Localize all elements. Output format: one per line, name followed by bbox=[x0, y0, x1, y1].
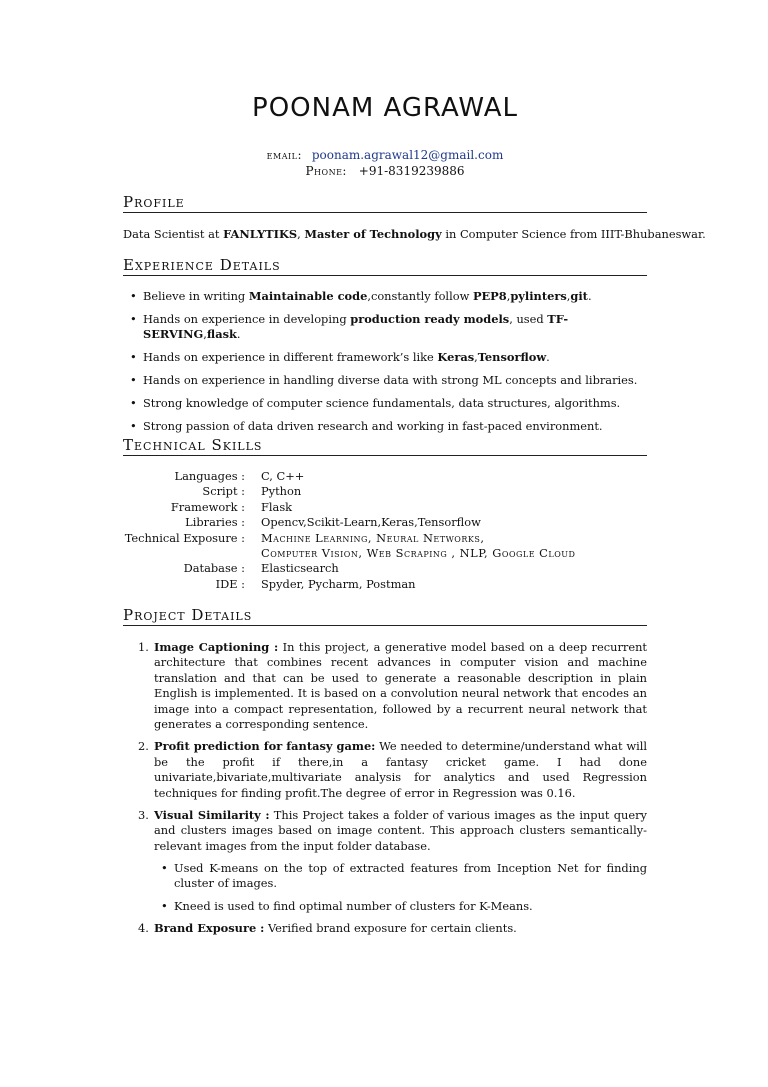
skill-row: Framework : Flask bbox=[170, 499, 293, 514]
skill-row: Languages : C, C++ bbox=[174, 469, 305, 483]
list-item: • Believe in writing Maintainable code,constantly follow PEP8,pylinters,git. bbox=[123, 289, 647, 304]
list-item: • Used K-means on the top of extracted features from Inception Net for finding cluster of images. bbox=[154, 861, 647, 891]
candidate-name: POONAM AGRAWAL bbox=[252, 93, 518, 123]
phone-label: Phone: bbox=[305, 164, 347, 178]
section-heading-profile: Profile bbox=[123, 193, 647, 213]
list-item: • Strong knowledge of computer science fundamentals, data structures, algorithms. bbox=[123, 396, 647, 411]
list-item: • Hands on experience in developing production ready models, used TF-SERVING,flask. bbox=[123, 312, 647, 342]
project-list bbox=[123, 640, 647, 937]
skills-table bbox=[123, 469, 647, 592]
phone-line bbox=[123, 164, 647, 178]
skill-row: Computer Vision, Web Scraping , NLP, Google Cloud bbox=[261, 545, 576, 560]
skill-row: Libraries : Opencv,Scikit-Learn,Keras,Tensorflow bbox=[185, 515, 481, 530]
phone-number: +91-8319239886 bbox=[358, 164, 465, 178]
project-sublist bbox=[154, 861, 647, 914]
section-heading-projects: Project Details bbox=[123, 606, 647, 626]
experience-list bbox=[123, 289, 647, 434]
skill-row: IDE : Spyder, Pycharm, Postman bbox=[215, 576, 416, 591]
project-item: 2. Profit prediction for fantasy game: We needed to determine/understand what will be the profit if there,in a fantasy cricket game. I had done univariate,bivariate,multivariate analysis for analytics and used Regression techniques for finding profit.The degree of error in Regression was 0.16. bbox=[138, 739, 648, 800]
project-item: 4. Brand Exposure : Verified brand exposure for certain clients. bbox=[138, 921, 517, 936]
project-item: 1. Image Captioning : In this project, a generative model based on a deep recurrent architecture that combines recent advances in computer vision and machine translation and that can be used to generate a reasonable description in plain English is implemented. It is based on a convolution neural network that encodes an image into a compact representation, followed by a recurrent neural network that generates a corresponding sentence. bbox=[138, 640, 648, 732]
section-heading-skills: Technical Skills bbox=[123, 436, 647, 456]
email-line bbox=[123, 148, 647, 162]
skill-row: Script : Python bbox=[202, 484, 302, 499]
skill-row: Database : Elasticsearch bbox=[183, 561, 339, 576]
project-item: 3. Visual Similarity : This Project takes a folder of various images as the input query and clusters images based on image content. This approach clusters semantically-relevant images from the input folder database. • Used K-means on the top of extracted features from Inception Net for finding cluster of images. • Kneed is used to find optimal number of clusters for K-Means. bbox=[123, 808, 647, 914]
email-link[interactable]: poonam.agrawal12@gmail.com bbox=[311, 148, 504, 162]
skill-row: Technical Exposure : Machine Learning, Neural Networks, bbox=[124, 530, 485, 545]
section-heading-experience: Experience Details bbox=[123, 256, 647, 276]
profile-text: Data Scientist at FANLYTIKS, Master of Technology in Computer Science from IIIT-Bhubaneswar. bbox=[123, 227, 706, 241]
list-item: • Kneed is used to find optimal number of clusters for K-Means. bbox=[154, 899, 647, 914]
list-item: • Strong passion of data driven research and working in fast-paced environment. bbox=[123, 419, 647, 434]
list-item: • Hands on experience in handling diverse data with strong ML concepts and libraries. bbox=[123, 373, 647, 388]
list-item: • Hands on experience in different framework’s like Keras,Tensorflow. bbox=[123, 350, 647, 365]
email-label: email: bbox=[266, 148, 302, 162]
